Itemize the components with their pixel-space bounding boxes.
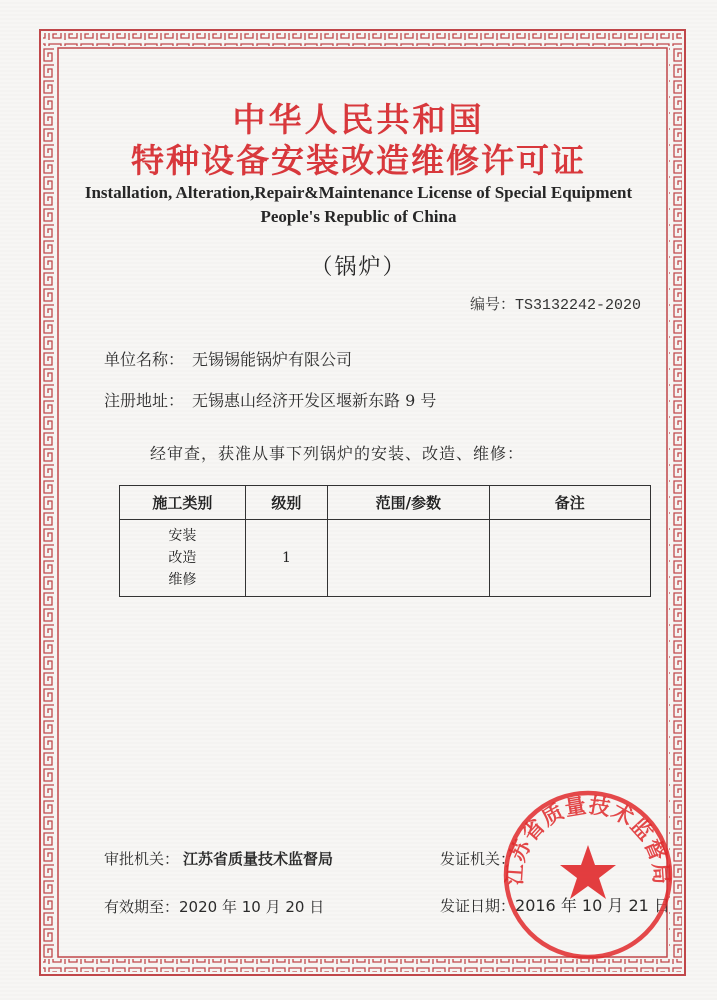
approval-statement: 经审查，获准从事下列锅炉的安装、改造、维修： [150,444,525,463]
kind-alter: 改造 [168,550,197,566]
unit-name-field [104,347,352,370]
kind-install: 安装 [168,528,197,544]
scope-table [119,485,651,597]
header-construction-type: 施工类别 [120,486,246,520]
issuing-authority-label: 发证机关： [440,850,516,868]
kind-repair: 维修 [168,572,197,588]
equipment-type: （锅炉） [310,255,407,280]
issue-date-label: 发证日期： [440,897,516,915]
title-en-line2: People's Republic of China [260,207,457,226]
approval-authority-label: 审批机关： [104,850,180,868]
issue-date-value: 2016 年 10 月 21 日 [515,896,670,915]
valid-until-label: 有效期至： [104,898,180,916]
star-icon [560,845,616,899]
title-cn-line1: 中华人民共和国 [232,100,485,139]
title-en-line1: Installation, Alteration,Repair&Maintenance License of Special Equipment [84,183,633,202]
address-field [104,388,436,411]
address-value: 无锡惠山经济开发区堰新东路 9 号 [192,391,437,410]
title-cn-line2: 特种设备安装改造维修许可证 [131,141,586,180]
license-number [470,293,641,314]
approval-authority [104,848,333,869]
address-label: 注册地址： [104,391,185,410]
valid-until-value: 2020 年 10 月 20 日 [179,898,325,916]
valid-until [104,896,324,917]
official-seal [498,783,678,963]
unit-name-label: 单位名称： [104,350,185,369]
scope-cell [328,520,489,597]
header-scope: 范围/参数 [328,486,489,520]
header-remark: 备注 [489,486,650,520]
remark-cell [489,520,650,597]
table-row [120,520,651,597]
header-level: 级别 [245,486,327,520]
table-header-row [120,486,651,520]
level-cell: 1 [245,520,327,597]
construction-types-cell [120,520,246,597]
unit-name-value: 无锡锡能锅炉有限公司 [192,350,353,369]
license-number-label: 编号： [470,295,516,313]
license-number-value: TS3132242-2020 [515,297,642,314]
seal-text: 江苏省质量技术监督局 [502,793,674,886]
approval-authority-value: 江苏省质量技术监督局 [183,850,334,868]
